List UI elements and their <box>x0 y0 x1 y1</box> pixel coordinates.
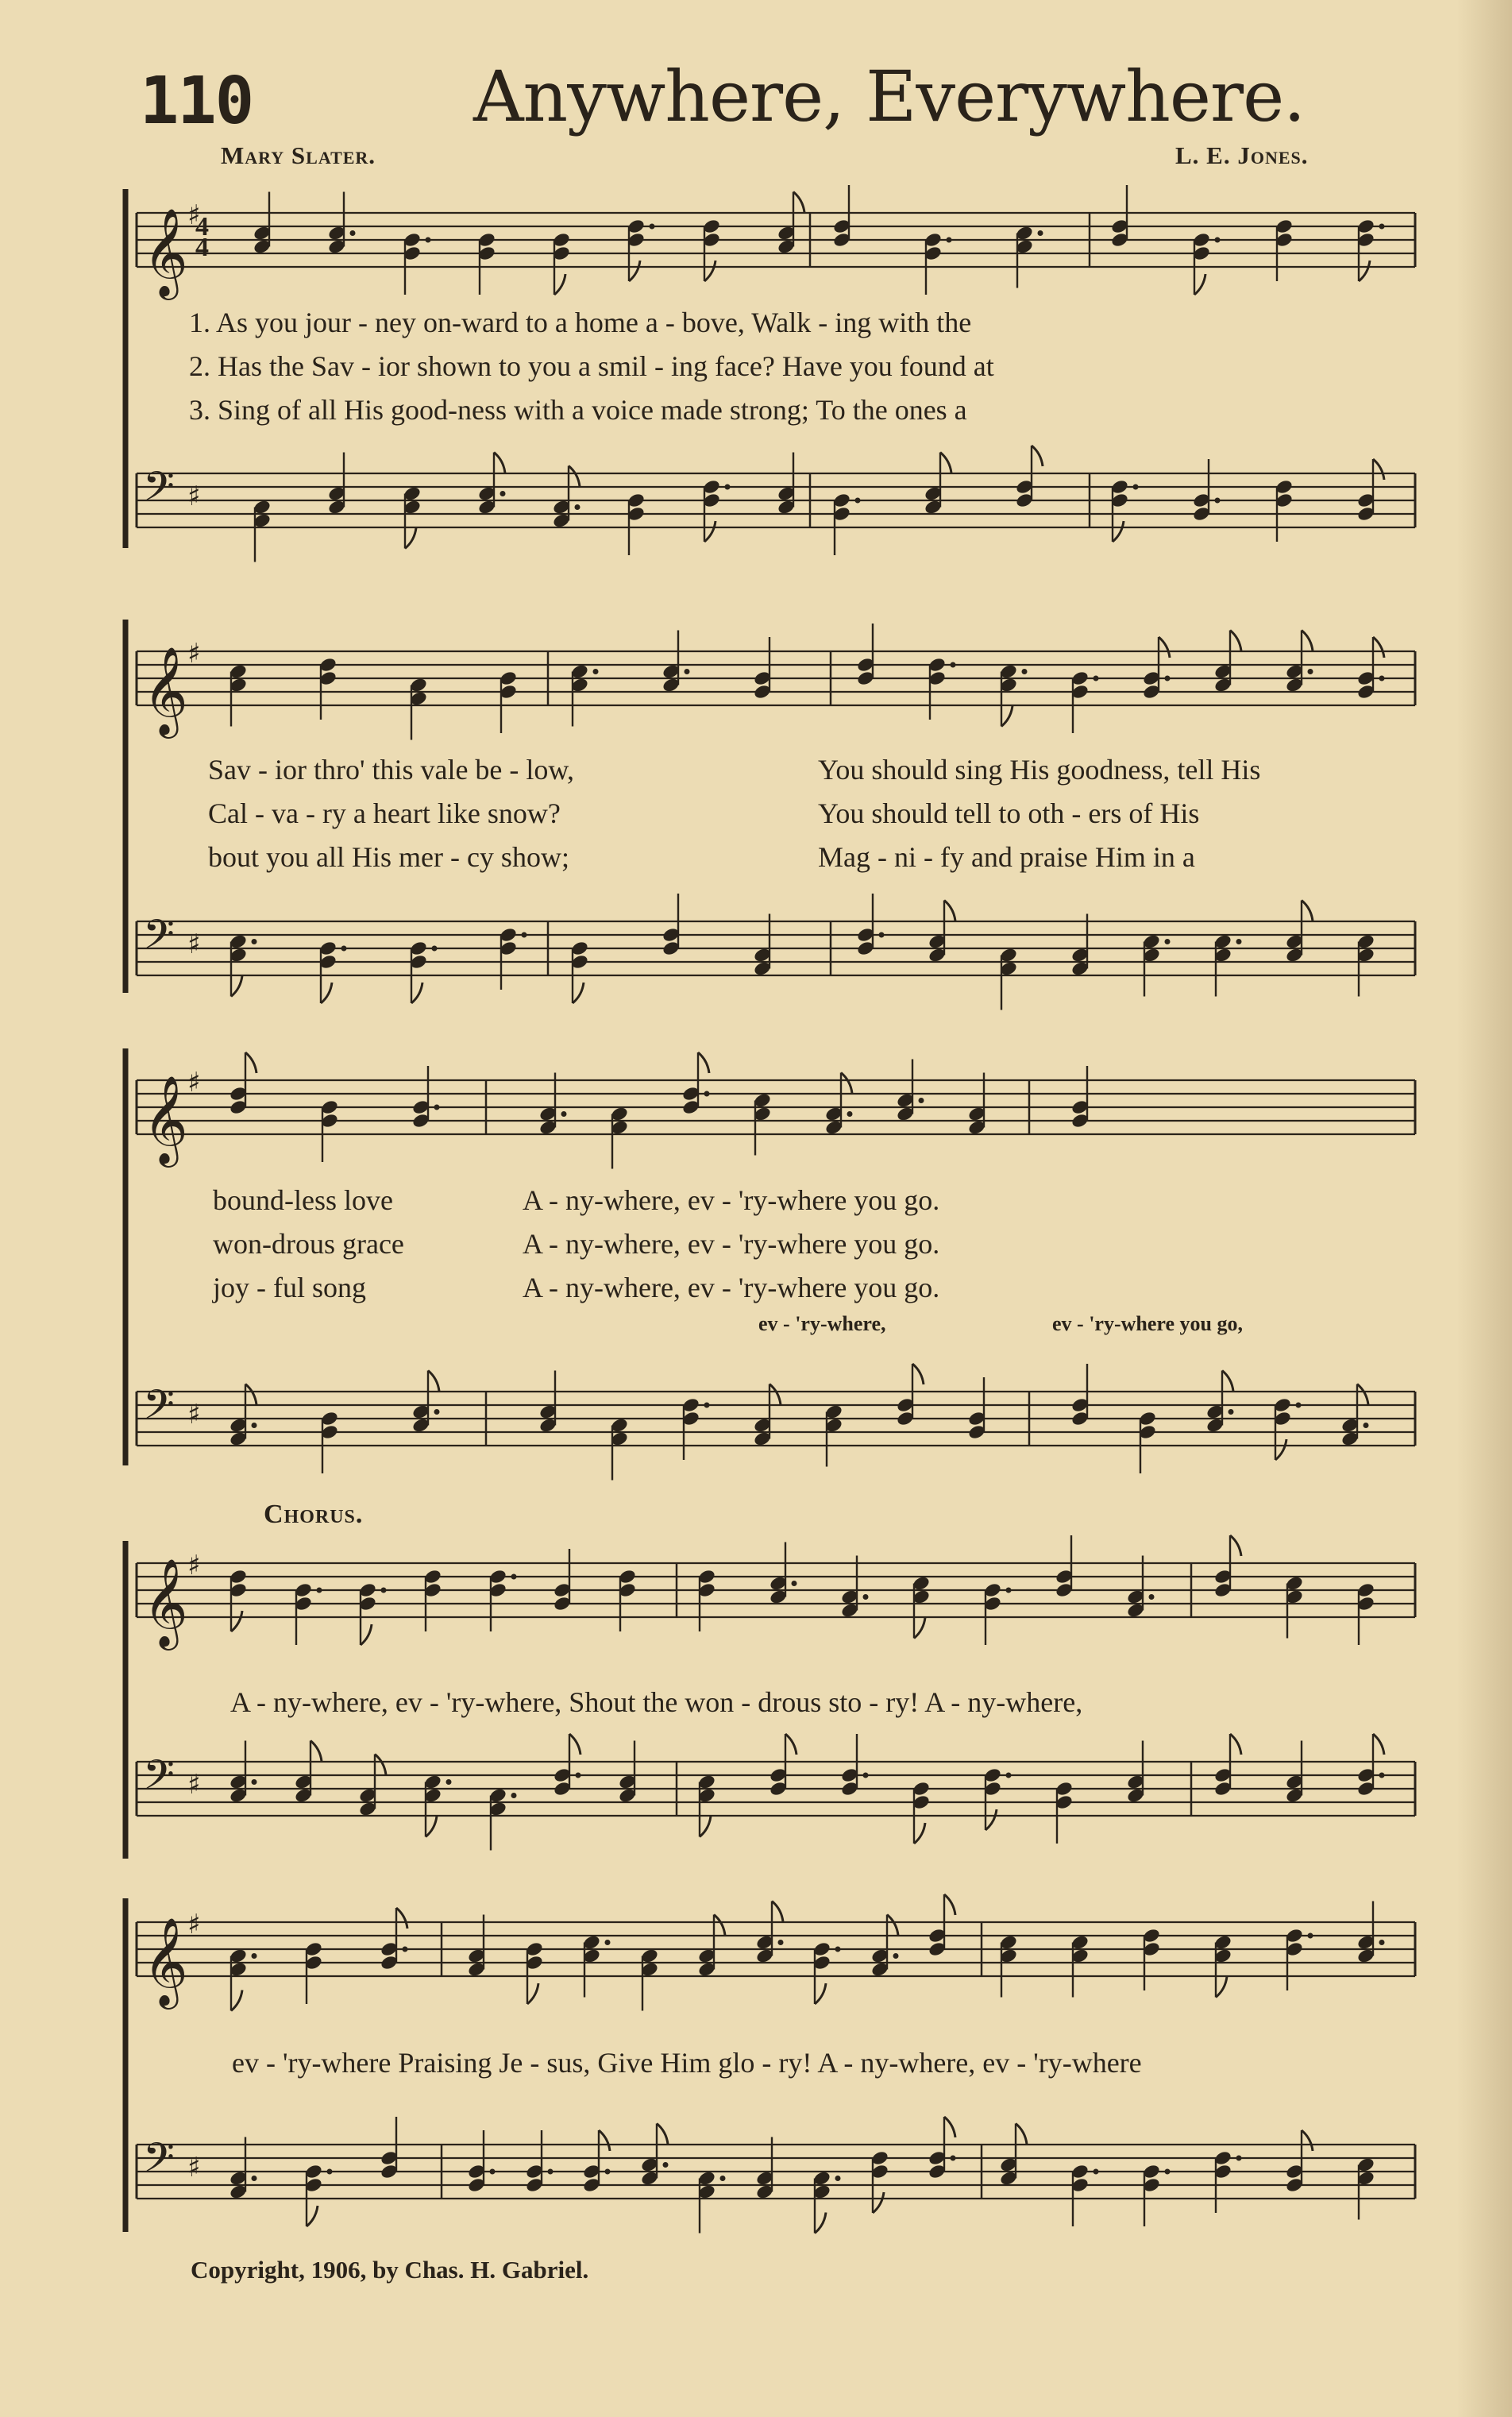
hymn-number: 110 <box>140 64 253 139</box>
refrain-end-1: A - ny-where, ev - 'ry-where you go. <box>523 1184 940 1216</box>
dot <box>434 1105 440 1110</box>
note-flag <box>944 1894 955 1915</box>
dot <box>650 224 655 230</box>
dot <box>522 932 527 938</box>
verse-2-line-2: Cal - va - ry a heart like snow? <box>208 797 561 829</box>
dot <box>576 1773 581 1778</box>
echo-text-a: ev - 'ry-where, <box>758 1312 886 1335</box>
note-flag <box>411 983 422 1003</box>
note-flag <box>1302 901 1313 921</box>
time-signature: 4 <box>195 212 209 241</box>
dot <box>1133 485 1139 490</box>
sharp-icon: ♯ <box>187 1550 201 1581</box>
note-flag <box>231 976 242 997</box>
note-flag <box>700 1817 711 1837</box>
sharp-icon: ♯ <box>187 638 201 670</box>
note-flag <box>405 528 416 549</box>
dot <box>446 1779 452 1785</box>
dot <box>350 230 356 236</box>
note-flag <box>245 1052 256 1073</box>
refrain-end-3: A - ny-where, ev - 'ry-where you go. <box>523 1272 940 1303</box>
note-flag <box>1113 521 1124 542</box>
note-flag <box>426 1817 437 1837</box>
note-flag <box>940 453 951 473</box>
note-flag <box>1373 637 1384 658</box>
note-flag <box>770 1384 781 1405</box>
dot <box>593 669 599 674</box>
refrain-end-2: A - ny-where, ev - 'ry-where you go. <box>523 1228 940 1260</box>
note-flag <box>815 2213 826 2234</box>
note-flag <box>793 192 804 213</box>
dot <box>548 2169 554 2175</box>
note-flag <box>1230 1535 1241 1556</box>
note-flag <box>307 2206 318 2226</box>
bass-clef-icon: 𝄢 <box>143 462 175 520</box>
dot <box>1215 237 1221 243</box>
note-flag <box>914 1823 925 1844</box>
note-flag <box>1373 1734 1384 1755</box>
verse-3-line-2: bout you all His mer - cy show; <box>208 841 569 873</box>
dot <box>1236 2156 1242 2161</box>
dot <box>725 485 731 490</box>
dot <box>1364 1423 1369 1428</box>
dot <box>381 1588 387 1593</box>
note-flag <box>887 1915 898 1936</box>
sharp-icon: ♯ <box>187 481 201 512</box>
note-flag <box>231 1990 242 2011</box>
note-flag <box>321 983 332 1003</box>
treble-clef-icon: 𝄞 <box>143 1075 188 1164</box>
note-flag <box>1373 459 1384 480</box>
treble-clef-icon: 𝄞 <box>143 1558 188 1647</box>
note-flag <box>1302 2130 1313 2151</box>
dot <box>951 662 956 668</box>
hymn-title: Anywhere, Everywhere. <box>473 56 1306 137</box>
dot <box>1094 676 1099 681</box>
note-flag <box>527 1983 538 2004</box>
note-flag <box>873 2192 884 2213</box>
dot <box>947 237 952 243</box>
bass-clef-icon: 𝄢 <box>143 910 175 968</box>
note-flag <box>1216 1977 1227 1998</box>
note-flag <box>1230 631 1241 651</box>
note-flag <box>1302 631 1313 651</box>
note-flag <box>1359 261 1370 281</box>
note-flag <box>554 274 565 295</box>
note-flag <box>944 2117 955 2137</box>
note-flag <box>1194 274 1205 295</box>
chorus-line-2: ev - 'ry-where Praising Je - sus, Give Him glo - ry! A - ny-where, ev - 'ry-where <box>232 2047 1142 2079</box>
dot <box>252 2176 257 2181</box>
dot <box>847 1111 853 1117</box>
note-flag <box>704 261 716 281</box>
note-flag <box>657 2124 668 2145</box>
note-flag <box>944 901 955 921</box>
bass-clef-icon: 𝄢 <box>143 1380 175 1438</box>
dot <box>511 1574 517 1580</box>
note-flag <box>1159 637 1170 658</box>
note-flag <box>1016 2124 1027 2145</box>
dot <box>1094 2169 1099 2175</box>
dot <box>327 2169 333 2175</box>
dot <box>835 1947 841 1952</box>
dot <box>605 2169 611 2175</box>
note-flag <box>1222 1371 1233 1392</box>
verse-1-line-1: 1. As you jour - ney on-ward to a home a - bove, Walk - ing with the <box>189 307 972 338</box>
dot <box>490 2169 496 2175</box>
note-flag <box>245 1384 256 1405</box>
dot <box>919 1098 924 1103</box>
dot <box>341 946 347 952</box>
sharp-icon: ♯ <box>187 199 201 231</box>
dot <box>1308 1933 1313 1939</box>
dot <box>432 946 438 952</box>
echo-text-b: ev - 'ry-where you go, <box>1052 1312 1243 1335</box>
note-flag <box>841 1073 852 1094</box>
note-flag <box>704 521 716 542</box>
lyricist-credit: Mary Slater. <box>221 141 376 169</box>
note-flag <box>1275 1439 1286 1460</box>
note-flag <box>569 466 580 487</box>
verse-1-line-3: bound-less love <box>213 1184 393 1216</box>
dot <box>575 504 580 510</box>
composer-credit: L. E. Jones. <box>1175 141 1309 169</box>
note-flag <box>573 983 584 1003</box>
verse-2-line-3: won-drous grace <box>213 1228 404 1260</box>
dot <box>792 1581 797 1586</box>
note-flag <box>785 1734 796 1755</box>
note-flag <box>912 1364 924 1384</box>
dot <box>511 1793 517 1798</box>
verse-3-line-2b: Mag - ni - fy and praise Him in a <box>818 841 1195 873</box>
dot <box>1006 1588 1012 1593</box>
sharp-icon: ♯ <box>187 1067 201 1098</box>
sharp-icon: ♯ <box>187 929 201 960</box>
dot <box>855 498 861 504</box>
dot <box>704 1091 710 1097</box>
dot <box>252 1779 257 1785</box>
dot <box>893 1953 899 1959</box>
note-flag <box>815 1983 826 2004</box>
note-flag <box>396 1908 407 1929</box>
dot <box>663 2162 669 2168</box>
note-flag <box>1032 446 1043 466</box>
dot <box>252 1423 257 1428</box>
dot <box>685 669 690 674</box>
dot <box>1228 1409 1234 1415</box>
dot <box>704 1403 710 1408</box>
note-flag <box>772 1902 783 1922</box>
note-flag <box>1357 1384 1368 1405</box>
dot <box>835 2176 841 2181</box>
dot <box>1038 230 1043 236</box>
verse-2-line-1: 2. Has the Sav - ior shown to you a smil - ing face? Have you found at <box>189 350 994 382</box>
time-signature: 4 <box>195 233 209 262</box>
sharp-icon: ♯ <box>187 1769 201 1801</box>
verse-2-line-2b: You should tell to oth - ers of His <box>818 797 1200 829</box>
dot <box>252 939 257 944</box>
sharp-icon: ♯ <box>187 1399 201 1431</box>
treble-clef-icon: 𝄞 <box>143 1917 188 2006</box>
dot <box>1022 669 1028 674</box>
note-flag <box>428 1371 439 1392</box>
dot <box>1165 676 1171 681</box>
note-flag <box>698 1052 709 1073</box>
note-flag <box>231 1611 242 1631</box>
chorus-line-1: A - ny-where, ev - 'ry-where, Shout the won - drous sto - ry! A - ny-where, <box>230 1686 1083 1718</box>
dot <box>720 2176 726 2181</box>
dot <box>1236 939 1242 944</box>
dot <box>1308 669 1313 674</box>
dot <box>1379 224 1385 230</box>
dot <box>1379 1773 1385 1778</box>
dot <box>1149 1594 1155 1600</box>
verse-3-line-3: joy - ful song <box>213 1272 366 1303</box>
note-flag <box>375 1755 386 1775</box>
sharp-icon: ♯ <box>187 2152 201 2183</box>
dot <box>500 491 506 496</box>
dot <box>252 1953 257 1959</box>
note-flag <box>714 1915 725 1936</box>
music-system-3 <box>0 1041 1512 1485</box>
bass-clef-icon: 𝄢 <box>143 1751 175 1809</box>
dot <box>1215 498 1221 504</box>
note-flag <box>494 453 505 473</box>
note-flag <box>1230 1734 1241 1755</box>
note-flag <box>914 1618 925 1639</box>
dot <box>1379 1940 1385 1945</box>
dot <box>1006 1773 1012 1778</box>
note-flag <box>1001 706 1012 727</box>
note-flag <box>986 1809 997 1830</box>
note-flag <box>569 1734 580 1755</box>
treble-clef-icon: 𝄞 <box>143 646 188 735</box>
sharp-icon: ♯ <box>187 1909 201 1940</box>
dot <box>561 1111 567 1117</box>
dot <box>426 237 431 243</box>
dot <box>1165 2169 1171 2175</box>
dot <box>879 932 885 938</box>
note-flag <box>599 2130 610 2151</box>
dot <box>1165 939 1171 944</box>
verse-1-line-2b: You should sing His goodness, tell His <box>818 754 1261 786</box>
treble-clef-icon: 𝄞 <box>143 207 188 296</box>
dot <box>434 1409 440 1415</box>
dot <box>1379 676 1385 681</box>
copyright-notice: Copyright, 1906, by Chas. H. Gabriel. <box>191 2256 589 2284</box>
dot <box>951 2156 956 2161</box>
note-flag <box>629 261 640 281</box>
note-flag <box>310 1741 322 1762</box>
dot <box>863 1594 869 1600</box>
dot <box>778 1940 784 1945</box>
dot <box>1296 1403 1302 1408</box>
dot <box>403 1947 408 1952</box>
dot <box>317 1588 322 1593</box>
bass-clef-icon: 𝄢 <box>143 2133 175 2191</box>
dot <box>605 1940 611 1945</box>
chorus-label: Chorus. <box>264 1500 364 1529</box>
note-flag <box>361 1624 372 1645</box>
verse-1-line-2: Sav - ior thro' this vale be - low, <box>208 754 575 786</box>
dot <box>863 1773 869 1778</box>
verse-3-line-1: 3. Sing of all His good-ness with a voice made strong; To the ones a <box>189 394 967 426</box>
